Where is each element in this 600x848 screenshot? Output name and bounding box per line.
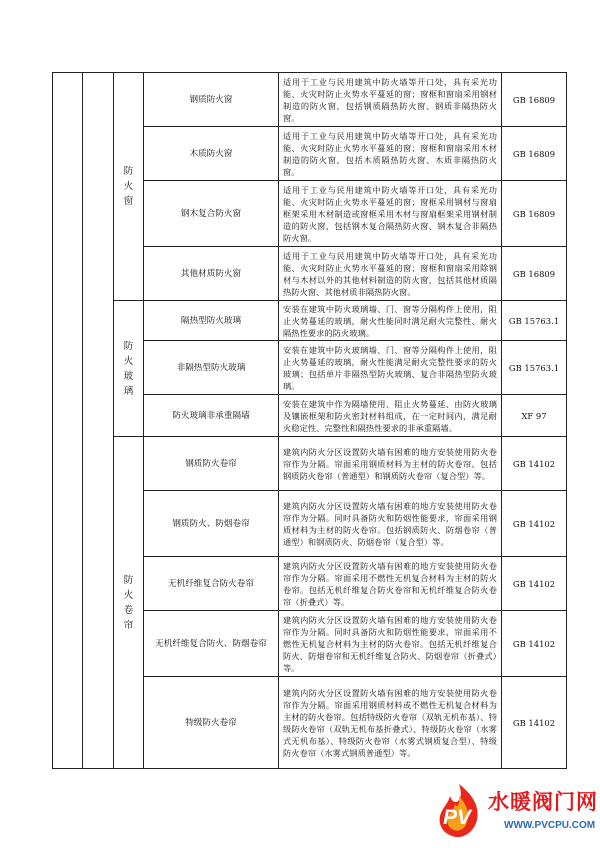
fire-products-table	[52, 72, 567, 769]
standard-code: GB 14102	[502, 491, 567, 557]
table-row	[53, 437, 567, 491]
product-description: 适用于工业与民用建筑中防火墙等开口处，具有采光功能、火灾时防止火势水平蔓延的窗；窗框和窗扇采用木材制造的防火窗，包括木质隔热防火窗、木质非隔热防火窗。	[279, 127, 502, 181]
subcategory-cell	[83, 73, 114, 769]
product-description: 建筑内防火分区设置防火墙有困难的地方安装使用防火卷帘作为分隔。帘面采用不燃性无机复合材料为主材的防火卷帘。包括无机纤维复合防火卷帘和无机纤维复合防火卷帘（折叠式）等。	[279, 557, 502, 611]
product-description: 适用于工业与民用建筑中防火墙等开口处，具有采光功能、火灾时防止火势水平蔓延的窗；窗框和窗扇采用钢材制造的防火窗，包括钢质隔热防火窗、钢质非隔热防火窗。	[279, 73, 502, 127]
product-name: 钢质防火、防烟卷帘	[144, 491, 279, 557]
product-description: 适用于工业与民用建筑中防火墙等开口处，具有采光功能、火灾时防止火势水平蔓延的窗；窗框和窗扇采用除钢材与木材以外的其他材料制造的防火窗，包括其他材质隔热防火窗、其他材质非隔热防火窗。	[279, 247, 502, 301]
watermark-url: WWW.PVCPU.COM	[504, 820, 596, 831]
standard-code: GB 16809	[502, 247, 567, 301]
standard-code: GB 15763.1	[502, 301, 567, 341]
document-page	[52, 72, 560, 769]
svg-text:PV: PV	[443, 806, 472, 829]
product-description: 安装在建筑中防火玻璃墙、门、窗等分隔构件上使用，阻止火势蔓延的玻璃，耐火性能满足耐火完整性要求的防火玻璃；包括单片非隔热型防火玻璃、复合非隔热型防火玻璃。	[279, 341, 502, 395]
group-label-glass: 防火玻璃	[114, 301, 144, 437]
watermark-title: 水暖阀门网	[488, 790, 598, 814]
watermark-logo	[432, 780, 600, 844]
product-name: 钢质防火卷帘	[144, 437, 279, 491]
product-description: 建筑内防火分区设置防火墙有困难的地方安装使用防火卷帘作为分隔。帘面采用钢质材料为主材的防火卷帘。包括钢质防火卷帘（普通型）和钢质防火卷帘（复合型）等。	[279, 437, 502, 491]
standard-code: GB 14102	[502, 677, 567, 769]
product-description: 安装在建筑中作为隔墙使用、阻止火势蔓延、由防火玻璃及镶嵌框架和防火密封材料组成，在一定时间内，满足耐火稳定性、完整性和隔热性要求的非承重隔墙。	[279, 395, 502, 437]
standard-code: GB 16809	[502, 73, 567, 127]
group-label-shutters: 防火卷帘	[114, 437, 144, 769]
product-name: 其他材质防火窗	[144, 247, 279, 301]
product-name: 钢质防火窗	[144, 73, 279, 127]
standard-code: GB 15763.1	[502, 341, 567, 395]
product-description: 适用于工业与民用建筑中防火墙等开口处，具有采光功能、火灾时防止火势水平蔓延的窗；窗框采用钢材与窗扇框架采用木材制造或窗框采用木材与窗扇框架采用钢材制造的防火窗，包括钢木复合隔热防火窗、钢木复合非隔热防火窗。	[279, 181, 502, 247]
product-name: 防火玻璃非承重隔墙	[144, 395, 279, 437]
product-name: 非隔热型防火玻璃	[144, 341, 279, 395]
standard-code: GB 14102	[502, 557, 567, 611]
product-name: 无机纤维复合防火卷帘	[144, 557, 279, 611]
product-name: 无机纤维复合防火、防烟卷帘	[144, 611, 279, 677]
standard-code: GB 16809	[502, 181, 567, 247]
pv-logo-icon	[432, 782, 486, 840]
standard-code: XF 97	[502, 395, 567, 437]
standard-code: GB 14102	[502, 611, 567, 677]
table-row	[53, 301, 567, 341]
table-row	[53, 73, 567, 127]
product-name: 隔热型防火玻璃	[144, 301, 279, 341]
product-description: 建筑内防火分区设置防火墙有困难的地方安装使用防火卷帘作为分隔。帘面采用钢质材料或不燃性无机复合材料为主材的防火卷帘。包括特级防火卷帘（双轨无机布基）、特级防火卷帘（双轨无机布基折叠式）、特级防火卷帘（水雾式无机布基）、特级防火卷帘（水雾式钢质复合型）、特级防火卷帘（水雾式钢质普通型）等。	[279, 677, 502, 769]
standard-code: GB 16809	[502, 127, 567, 181]
standard-code: GB 14102	[502, 437, 567, 491]
category-cell	[53, 73, 83, 769]
product-description: 建筑内防火分区设置防火墙有困难的地方安装使用防火卷帘作为分隔。同时具备防火和防烟性能要求，帘面采用钢质材料为主材的防火卷帘。包括钢质防火、防烟卷帘（普通型）和钢质防火、防烟卷帘（复合型）等。	[279, 491, 502, 557]
product-description: 建筑内防火分区设置防火墙有困难的地方安装使用防火卷帘作为分隔。同时具备防火和防烟性能要求，帘面采用不燃性无机复合材料为主材的防火卷帘。包括无机纤维复合防火、防烟卷帘和无机纤维复合防火、防烟卷帘（折叠式）等。	[279, 611, 502, 677]
group-label-windows: 防火窗	[114, 73, 144, 301]
product-description: 安装在建筑中防火玻璃墙、门、窗等分隔构件上使用，阻止火势蔓延的玻璃，耐火性能同时满足耐火完整性、耐火隔热性要求的防火玻璃。	[279, 301, 502, 341]
product-name: 木质防火窗	[144, 127, 279, 181]
product-name: 特级防火卷帘	[144, 677, 279, 769]
product-name: 钢木复合防火窗	[144, 181, 279, 247]
